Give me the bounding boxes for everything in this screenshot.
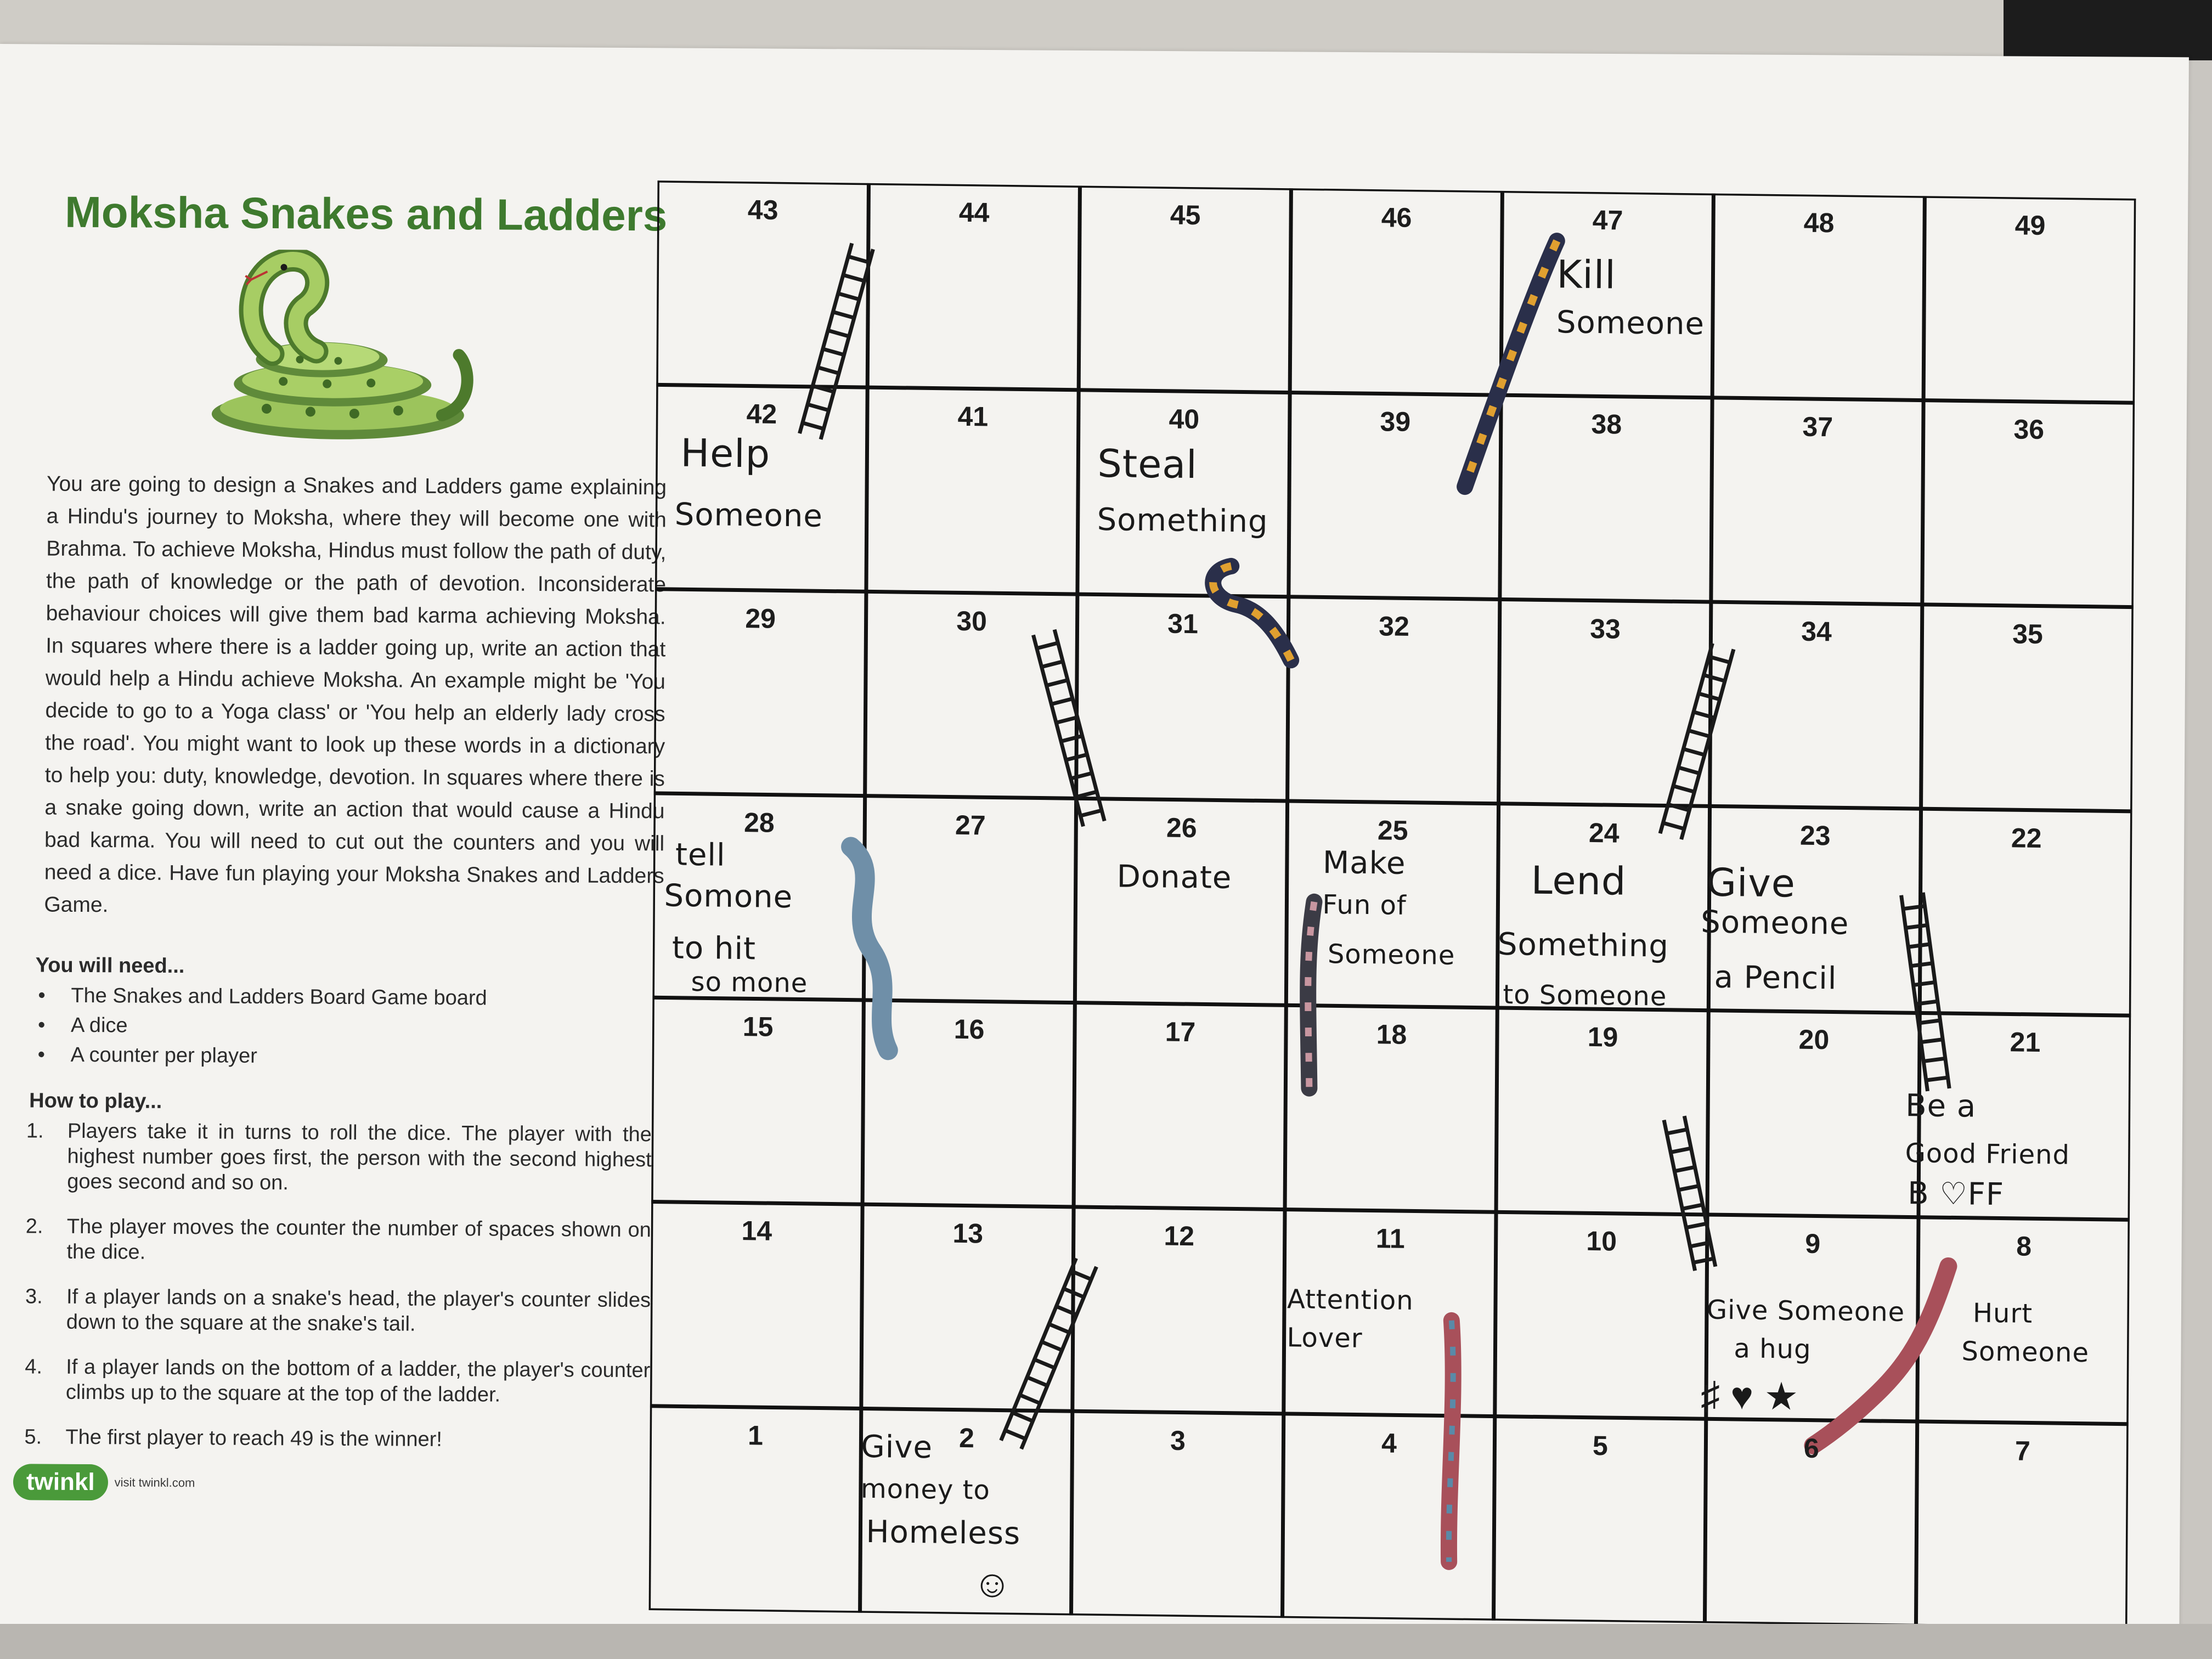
cell-number: 40 xyxy=(1169,403,1200,435)
howto-heading: How to play... xyxy=(29,1089,162,1113)
hw-c21: B ♡FF xyxy=(1908,1176,2005,1213)
cell-number: 15 xyxy=(742,1011,774,1042)
hw-c28: so mone xyxy=(691,966,808,999)
smiley-icon: ☺ xyxy=(972,1562,1012,1606)
grid-line xyxy=(655,589,2134,607)
cell-number: 37 xyxy=(1802,411,1833,443)
cell-number: 28 xyxy=(743,806,775,838)
game-board xyxy=(649,180,2136,1628)
hw-c25: Make xyxy=(1322,844,1406,882)
hw-c42: Help xyxy=(680,430,771,477)
needs-item: • A dice xyxy=(38,1010,652,1043)
cell-number: 11 xyxy=(1375,1223,1405,1255)
grid-line xyxy=(2127,199,2136,1628)
table-surface xyxy=(0,1624,2212,1659)
hw-c25: Fun of xyxy=(1322,889,1407,921)
cell-number: 12 xyxy=(1164,1220,1195,1252)
ladder-icon xyxy=(1001,1259,1097,1449)
logo-url: visit twinkl.com xyxy=(114,1475,195,1490)
cell-number: 18 xyxy=(1376,1019,1407,1051)
cell-number: 47 xyxy=(1592,204,1623,236)
snake-icon xyxy=(850,847,889,1050)
cell-number: 36 xyxy=(2013,414,2045,445)
step-text: The player moves the counter the number of spaces shown on the dice. xyxy=(66,1215,651,1264)
hw-c8: Hurt xyxy=(1972,1297,2033,1329)
hw-c42: Someone xyxy=(674,496,823,534)
step-item xyxy=(26,1118,652,1198)
needs-heading: You will need... xyxy=(35,953,185,978)
dark-corner xyxy=(2004,0,2212,60)
needs-list xyxy=(38,980,653,1073)
hw-c23: Give xyxy=(1706,860,1796,906)
hw-c11: Attention xyxy=(1286,1284,1414,1317)
cell-number: 25 xyxy=(1377,815,1408,846)
hw-c8: Someone xyxy=(1961,1336,2090,1369)
cell-number: 49 xyxy=(2015,210,2046,241)
cell-number: 46 xyxy=(1381,202,1412,233)
cell-number: 31 xyxy=(1167,608,1199,639)
step-item xyxy=(25,1354,651,1408)
cell-number: 43 xyxy=(747,194,778,225)
cell-number: 3 xyxy=(1170,1425,1186,1456)
step-number: 2. xyxy=(25,1215,43,1238)
hw-c28: to hit xyxy=(672,930,757,967)
hw-c21: Good Friend xyxy=(1905,1137,2070,1171)
cell-number: 34 xyxy=(1801,616,1832,647)
cell-number: 30 xyxy=(956,605,988,637)
step-number: 5. xyxy=(24,1425,42,1449)
hw-c40: Steal xyxy=(1097,441,1198,488)
hw-c28: Somone xyxy=(664,878,793,916)
step-text: If a player lands on a snake's head, the player's counter slides down to the square at the snake's tail. xyxy=(66,1285,651,1336)
worksheet xyxy=(0,44,2189,1648)
hw-c9: a hug xyxy=(1734,1333,1812,1365)
cell-number: 38 xyxy=(1591,409,1622,440)
cell-number: 44 xyxy=(958,196,990,228)
heart-icon: ♯ ♥ ★ xyxy=(1700,1374,1799,1418)
step-item xyxy=(24,1424,650,1453)
needs-item: • The Snakes and Ladders Board Game board xyxy=(38,980,652,1014)
logo-badge: twinkl xyxy=(13,1464,108,1500)
cell-number: 39 xyxy=(1380,406,1411,438)
hw-c23: a Pencil xyxy=(1714,959,1837,997)
hw-c24: Something xyxy=(1497,926,1669,964)
step-text: The first player to reach 49 is the winner! xyxy=(65,1425,443,1451)
instructions-column xyxy=(13,126,668,1504)
hw-c24: to Someone xyxy=(1503,979,1667,1012)
step-text: If a player lands on the bottom of a ladder, the player's counter climbs up to the square at the top of the ladder. xyxy=(65,1355,651,1407)
cell-number: 13 xyxy=(952,1218,984,1249)
cell-number: 32 xyxy=(1379,610,1410,642)
cell-number: 7 xyxy=(2015,1435,2030,1466)
step-number: 3. xyxy=(25,1285,43,1308)
cell-number: 29 xyxy=(745,602,776,634)
cell-number: 41 xyxy=(957,401,989,432)
cell-number: 45 xyxy=(1170,199,1201,231)
steps-list xyxy=(24,1118,652,1453)
step-number: 1. xyxy=(26,1119,44,1143)
hw-c25: Someone xyxy=(1327,939,1455,971)
cell-number: 42 xyxy=(746,398,777,430)
cell-number: 17 xyxy=(1165,1016,1196,1048)
cell-number: 24 xyxy=(1588,817,1620,849)
hw-c2: Homeless xyxy=(866,1514,1021,1552)
grid-line xyxy=(1916,196,1925,1626)
grid-line xyxy=(1071,186,1080,1616)
ladder-icon xyxy=(1901,893,1950,1091)
cell-number: 27 xyxy=(955,809,986,841)
cell-number: 21 xyxy=(2010,1026,2041,1058)
cell-number: 14 xyxy=(741,1215,772,1247)
grid-line xyxy=(650,1406,2129,1424)
cell-number: 5 xyxy=(1592,1430,1609,1462)
hw-c2: money to xyxy=(860,1473,991,1506)
hw-c47: Someone xyxy=(1556,304,1705,342)
intro-paragraph: You are going to design a Snakes and Ladders game explaining a Hindu's journey to Moksha, where they will become one with Brahma. To achieve Moksha, Hindus must follow the path of duty, the path of knowledge or the path of devotion. Inconsiderate behaviour choices will give them bad karma achieving Moksha. In squares where there is a ladder going up, write an action that would help a Hindu achieve Moksha. An example might be 'You decide to go to a Yoga class' or 'You help an elderly lady cross the road'. You might want to look up these words in a dictionary to help you: duty, knowledge, devotion. In squares where there is a snake going down, write an action that would cause a Hindu bad karma. You will need to cut out the counters and you will need a dice. Have fun playing your Moksha Snakes and Ladders Game. xyxy=(44,472,667,917)
hw-c47: Kill xyxy=(1556,252,1616,298)
ladder-icon xyxy=(800,243,873,439)
snake-illustration xyxy=(201,249,487,448)
cell-number: 48 xyxy=(1803,207,1835,239)
hw-c23: Someone xyxy=(1701,904,1849,942)
hw-c28: tell xyxy=(675,837,726,873)
hw-c26: Donate xyxy=(1116,859,1232,896)
cell-number: 4 xyxy=(1381,1427,1397,1459)
cell-number: 35 xyxy=(2012,618,2043,650)
step-item xyxy=(25,1284,651,1338)
cell-number: 23 xyxy=(1799,820,1831,851)
step-number: 4. xyxy=(25,1355,43,1379)
snake-icon xyxy=(1449,1321,1454,1562)
ladder-icon xyxy=(1660,644,1734,839)
cell-number: 8 xyxy=(2016,1231,2032,1262)
cell-number: 19 xyxy=(1587,1022,1618,1053)
hw-c24: Lend xyxy=(1531,857,1627,904)
grid-line xyxy=(656,385,2135,403)
cell-number: 9 xyxy=(1805,1228,1821,1260)
cell-number: 6 xyxy=(1803,1432,1820,1464)
cell-number: 1 xyxy=(747,1419,764,1451)
twinkl-logo xyxy=(13,1464,650,1504)
grid-line xyxy=(1283,188,1291,1618)
cell-number: 10 xyxy=(1586,1226,1617,1257)
cell-number: 33 xyxy=(1590,613,1621,645)
cell-number: 20 xyxy=(1798,1024,1830,1056)
hw-c9: Give Someone xyxy=(1706,1294,1905,1328)
cell-number: 26 xyxy=(1166,812,1197,844)
grid-line xyxy=(658,180,2136,199)
cell-number: 16 xyxy=(953,1013,985,1045)
hw-c2: Give xyxy=(861,1429,933,1466)
cell-number: 2 xyxy=(958,1422,975,1453)
hw-c11: Lover xyxy=(1286,1322,1363,1354)
needs-item: • A counter per player xyxy=(38,1040,652,1073)
grid-line xyxy=(654,793,2132,811)
hw-c40: Something xyxy=(1097,501,1268,540)
step-item xyxy=(25,1214,651,1268)
hw-c21: Be a xyxy=(1905,1087,1977,1125)
page-title: Moksha Snakes and Ladders xyxy=(64,187,668,240)
cell-number: 22 xyxy=(2011,822,2042,854)
step-text: Players take it in turns to roll the dice. The player with the highest number goes first, the person with the second highest goes second and so on. xyxy=(67,1119,652,1195)
